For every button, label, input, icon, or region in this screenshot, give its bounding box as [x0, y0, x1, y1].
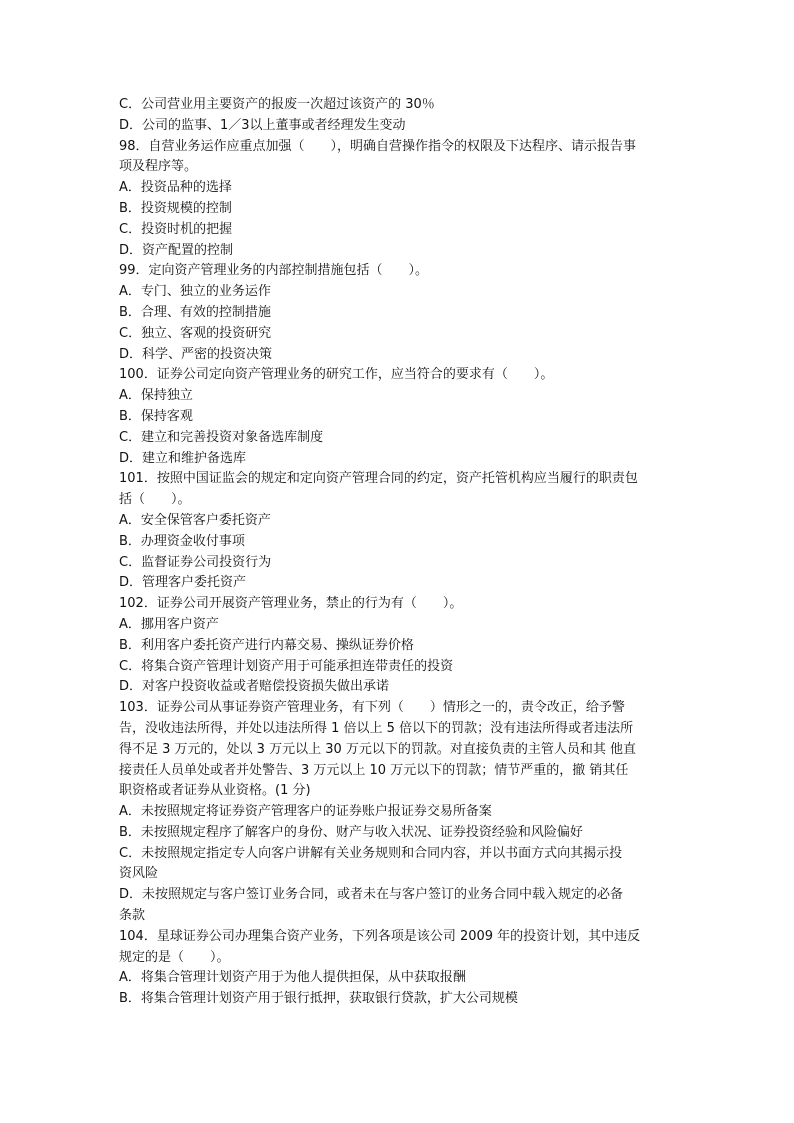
text-line: C．将集合资产管理计划资产用于可能承担连带责任的投资	[119, 658, 454, 674]
document-body	[119, 95, 679, 1010]
text-line: C．投资时机的把握	[119, 221, 233, 237]
text-line: 104．星球证券公司办理集合资产业务，下列各项是该公司 2009 年的投资计划，其中违反	[119, 928, 641, 944]
text-line: 得不足 3 万元的，处以 3 万元以上 30 万元以下的罚款。对直接负责的主管人员和其 他直	[119, 741, 637, 757]
text-line: D．科学、严密的投资决策	[119, 346, 273, 362]
text-line: 括（ ）。	[119, 492, 191, 508]
text-line: A．投资品种的选择	[119, 180, 232, 196]
text-line: 102．证券公司开展资产管理业务，禁止的行为有（ ）。	[119, 596, 463, 612]
text-line: D．未按照规定与客户签订业务合同，或者未在与客户签订的业务合同中载入规定的必备	[119, 887, 624, 903]
text-line: 资风险	[119, 866, 159, 882]
text-line: 99．定向资产管理业务的内部控制措施包括（ ）。	[119, 263, 429, 279]
text-line: A．专门、独立的业务运作	[119, 284, 271, 300]
text-line: 条款	[119, 908, 146, 924]
text-line: 100．证券公司定向资产管理业务的研究工作，应当符合的要求有（ ）。	[119, 367, 554, 383]
text-line: B．未按照规定程序了解客户的身份、财产与收入状况、证券投资经验和风险偏好	[119, 824, 583, 840]
text-line: A．挪用客户资产	[119, 616, 219, 632]
text-line: B．保持客观	[119, 408, 193, 424]
text-line: C．未按照规定指定专人向客户讲解有关业务规则和合同内容，并以书面方式向其揭示投	[119, 845, 623, 861]
text-line: D．对客户投资收益或者赔偿投资损失做出承诺	[119, 679, 390, 695]
text-line: 98．自营业务运作应重点加强（ ），明确自营操作指令的权限及下达程序、请示报告事	[119, 138, 637, 154]
text-line: B．投资规模的控制	[119, 200, 232, 216]
document-page	[119, 95, 679, 1010]
text-line: B．办理资金收付事项	[119, 533, 245, 549]
text-line: D．公司的监事、1／3以上董事或者经理发生变动	[119, 117, 406, 133]
text-line: D．管理客户委托资产	[119, 575, 247, 591]
text-line: A．未按照规定将证券资产管理客户的证券账户报证券交易所备案	[119, 804, 492, 820]
text-line: A．安全保管客户委托资产	[119, 512, 271, 528]
text-line: A．将集合管理计划资产用于为他人提供担保，从中获取报酬	[119, 970, 466, 986]
text-line: B．利用客户委托资产进行内幕交易、操纵证券价格	[119, 637, 414, 653]
text-line: 职资格或者证券从业资格。(1 分)	[119, 783, 311, 799]
text-line: C．监督证券公司投资行为	[119, 554, 272, 570]
text-line: 101．按照中国证监会的规定和定向资产管理合同的约定，资产托管机构应当履行的职责包	[119, 471, 638, 487]
text-line: D．建立和维护备选库	[119, 450, 247, 466]
text-line: 项及程序等。	[119, 159, 198, 175]
text-line: C．公司营业用主要资产的报废一次超过该资产的 30％	[119, 97, 435, 112]
text-line: 告，没收违法所得，并处以违法所得 1 倍以上 5 倍以下的罚款；没有违法所得或者违法所	[119, 720, 634, 736]
text-line: B．合理、有效的控制措施	[119, 304, 271, 320]
text-line: 103．证券公司从事证券资产管理业务，有下列（ ）情形之一的，责令改正，给予警	[119, 700, 625, 716]
text-line: 规定的是（ ）。	[119, 949, 230, 965]
text-line: D．资产配置的控制	[119, 242, 234, 258]
text-line: 接责任人员单处或者并处警告、3 万元以上 10 万元以下的罚款；情节严重的，撤 销其任	[119, 762, 629, 778]
text-line: C．独立、客观的投资研究	[119, 325, 272, 341]
text-line: A．保持独立	[119, 388, 193, 404]
text-line: B．将集合管理计划资产用于银行抵押，获取银行贷款，扩大公司规模	[119, 991, 518, 1007]
text-line: C．建立和完善投资对象备选库制度	[119, 429, 324, 445]
